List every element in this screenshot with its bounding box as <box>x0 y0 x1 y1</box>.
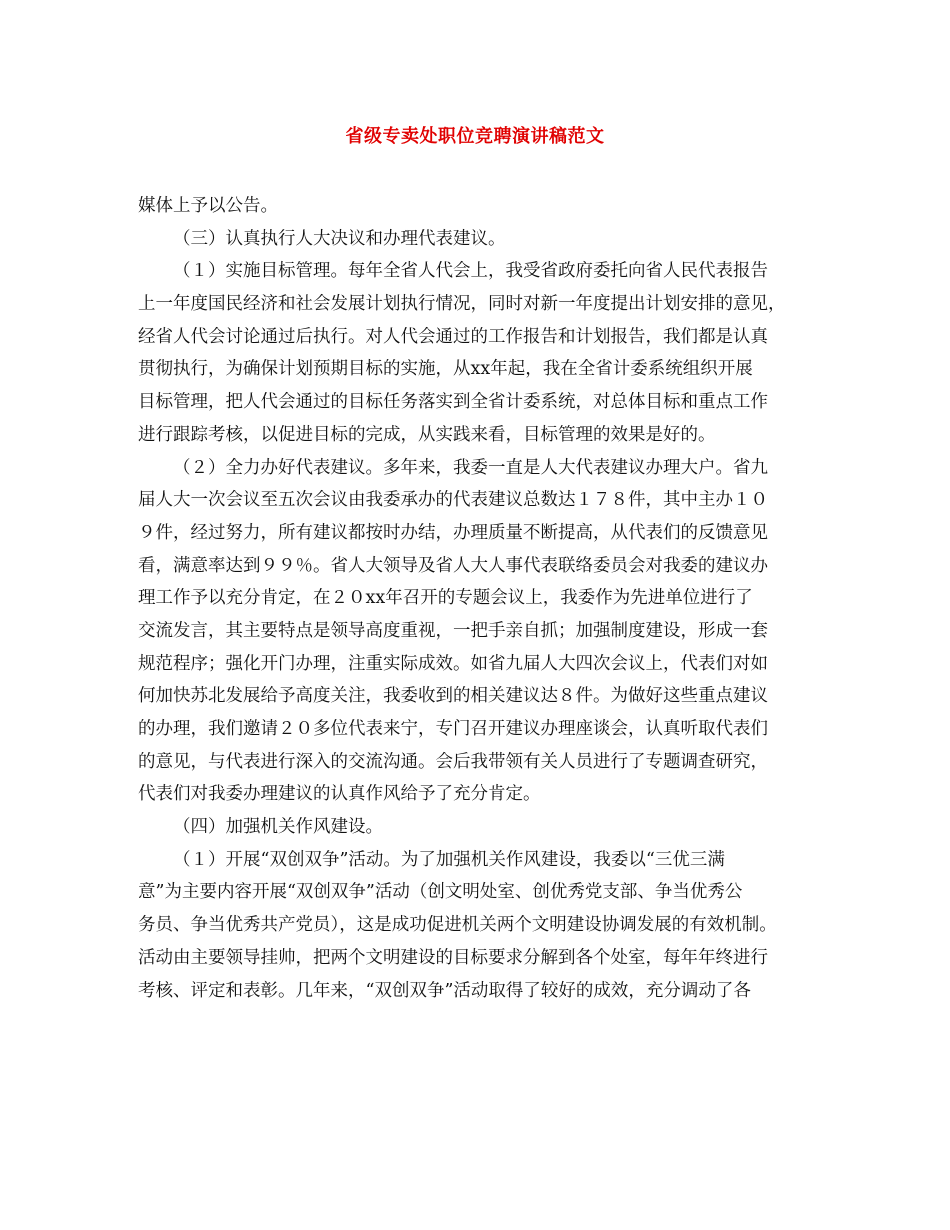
paragraph-line: 代表们对我委办理建议的认真作风给予了充分肯定。 <box>138 784 541 805</box>
paragraph-line: 贯彻执行，为确保计划预期目标的实施，从xx年起，我在全省计委系统组织开展 <box>138 359 753 380</box>
paragraph-line: 媒体上予以公告。 <box>138 196 278 216</box>
paragraph-line: 届人大一次会议至五次会议由我委承办的代表建议总数达１７８件，其中主办１０ <box>138 490 768 511</box>
paragraph-line: （２）全力办好代表建议。多年来，我委一直是人大代表建议办理大户。省九 <box>173 457 768 478</box>
paragraph-line: ９件，经过努力，所有建议都按时办结，办理质量不断提高，从代表们的反馈意见 <box>138 522 768 543</box>
paragraph-line: 的办理，我们邀请２０多位代表来宁，专门召开建议办理座谈会，认真听取代表们 <box>138 719 768 739</box>
paragraph-line: 活动由主要领导挂帅，把两个文明建设的目标要求分解到各个处室，每年年终进行 <box>138 947 768 968</box>
section-heading: （四）加强机关作风建设。 <box>173 817 383 838</box>
document-body <box>138 190 818 1007</box>
paragraph-line: 进行跟踪考核，以促进目标的完成，从实践来看，目标管理的效果是好的。 <box>138 424 716 445</box>
section-heading: （三）认真执行人大决议和办理代表建议。 <box>173 228 506 249</box>
paragraph-line: 的意见，与代表进行深入的交流沟通。会后我带领有关人员进行了专题调查研究， <box>138 751 768 772</box>
paragraph-line: 务员、争当优秀共产党员），这是成功促进机关两个文明建设协调发展的有效机制。 <box>138 915 777 936</box>
paragraph-line: 规范程序；强化开门办理，注重实际成效。如省九届人大四次会议上，代表们对如 <box>138 653 768 674</box>
paragraph-line: 考核、评定和表彰。几年来，“双创双争”活动取得了较好的成效，充分调动了各 <box>138 980 751 1001</box>
paragraph-line: （１）实施目标管理。每年全省人代会上，我受省政府委托向省人民代表报告 <box>173 261 768 282</box>
paragraph-line: 经省人代会讨论通过后执行。对人代会通过的工作报告和计划报告，我们都是认真 <box>138 326 768 347</box>
document-title: 省级专卖处职位竞聘演讲稿范文 <box>345 126 605 147</box>
paragraph-line: 目标管理，把人代会通过的目标任务落实到全省计委系统，对总体目标和重点工作 <box>138 392 768 413</box>
paragraph-line: 何加快苏北发展给予高度关注，我委收到的相关建议达８件。为做好这些重点建议 <box>138 686 768 707</box>
paragraph-line: 意”为主要内容开展“双创双争”活动（创文明处室、创优秀党支部、争当优秀公 <box>138 882 743 903</box>
paragraph-line: 看，满意率达到９９％。省人大领导及省人大人事代表联络委员会对我委的建议办 <box>138 555 768 576</box>
paragraph-line: 理工作予以充分肯定，在２０xx年召开的专题会议上，我委作为先进单位进行了 <box>138 588 753 609</box>
paragraph-line: 交流发言，其主要特点是领导高度重视，一把手亲自抓；加强制度建设，形成一套 <box>138 620 768 641</box>
paragraph-line: （１）开展“双创双争”活动。为了加强机关作风建设，我委以“三优三满 <box>173 849 725 870</box>
paragraph-line: 上一年度国民经济和社会发展计划执行情况，同时对新一年度提出计划安排的意见， <box>138 294 786 315</box>
